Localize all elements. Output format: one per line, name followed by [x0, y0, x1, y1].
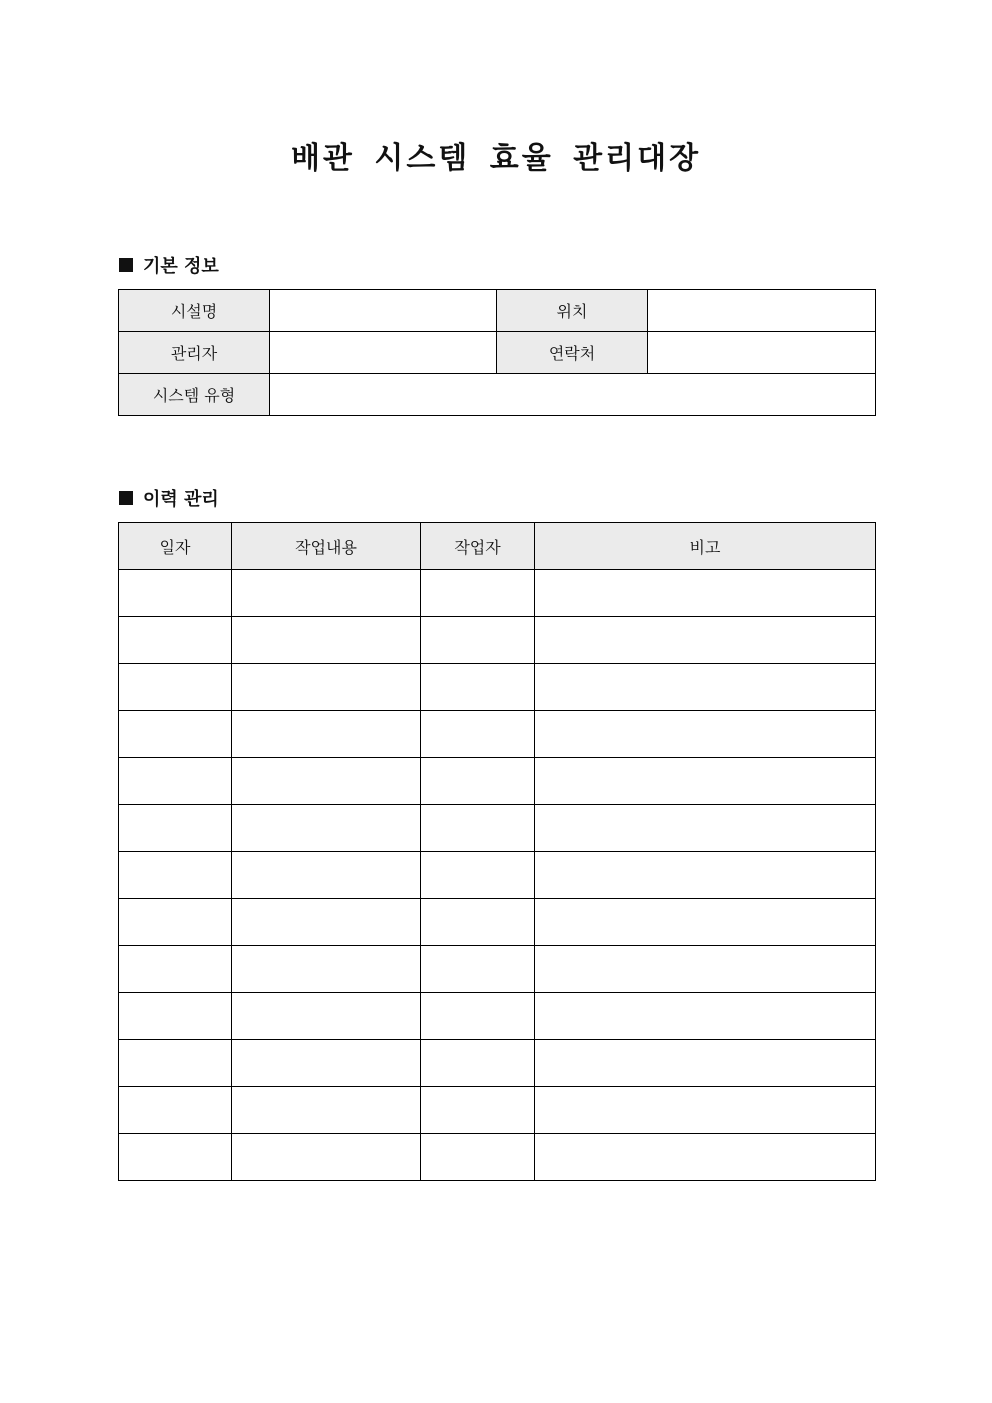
- cell-worker[interactable]: [421, 946, 535, 993]
- cell-date[interactable]: [119, 852, 232, 899]
- column-header-remarks: 비고: [535, 523, 876, 570]
- cell-date[interactable]: [119, 1134, 232, 1181]
- cell-date[interactable]: [119, 993, 232, 1040]
- table-row: [119, 852, 876, 899]
- basic-info-row: [119, 332, 876, 374]
- cell-worker[interactable]: [421, 664, 535, 711]
- cell-date[interactable]: [119, 758, 232, 805]
- history-header-row: [119, 523, 876, 570]
- cell-remarks[interactable]: [535, 805, 876, 852]
- cell-remarks[interactable]: [535, 664, 876, 711]
- cell-date[interactable]: [119, 1040, 232, 1087]
- cell-work[interactable]: [232, 758, 421, 805]
- table-row: [119, 1087, 876, 1134]
- history-heading-label: 이력 관리: [143, 489, 219, 510]
- cell-worker[interactable]: [421, 899, 535, 946]
- cell-date[interactable]: [119, 899, 232, 946]
- system-type-field[interactable]: [270, 374, 876, 416]
- basic-info-heading-label: 기본 정보: [143, 256, 219, 277]
- column-header-date: 일자: [119, 523, 232, 570]
- table-row: [119, 570, 876, 617]
- manager-field[interactable]: [270, 332, 497, 374]
- cell-remarks[interactable]: [535, 899, 876, 946]
- cell-date[interactable]: [119, 805, 232, 852]
- cell-worker[interactable]: [421, 1040, 535, 1087]
- facility-name-field[interactable]: [270, 290, 497, 332]
- column-header-work: 작업내용: [232, 523, 421, 570]
- cell-date[interactable]: [119, 664, 232, 711]
- cell-remarks[interactable]: [535, 758, 876, 805]
- table-row: [119, 993, 876, 1040]
- cell-worker[interactable]: [421, 1087, 535, 1134]
- cell-work[interactable]: [232, 805, 421, 852]
- table-row: [119, 899, 876, 946]
- cell-worker[interactable]: [421, 617, 535, 664]
- cell-work[interactable]: [232, 1087, 421, 1134]
- cell-work[interactable]: [232, 1134, 421, 1181]
- contact-label: 연락처: [497, 332, 648, 374]
- cell-work[interactable]: [232, 664, 421, 711]
- location-label: 위치: [497, 290, 648, 332]
- cell-work[interactable]: [232, 617, 421, 664]
- table-row: [119, 1134, 876, 1181]
- history-heading: [119, 485, 219, 511]
- cell-work[interactable]: [232, 1040, 421, 1087]
- cell-work[interactable]: [232, 946, 421, 993]
- history-table: [118, 522, 876, 1181]
- cell-work[interactable]: [232, 899, 421, 946]
- column-header-worker: 작업자: [421, 523, 535, 570]
- cell-work[interactable]: [232, 852, 421, 899]
- table-row: [119, 1040, 876, 1087]
- cell-remarks[interactable]: [535, 946, 876, 993]
- manager-label: 관리자: [119, 332, 270, 374]
- contact-field[interactable]: [648, 332, 876, 374]
- cell-date[interactable]: [119, 617, 232, 664]
- black-square-icon: [119, 258, 133, 272]
- cell-worker[interactable]: [421, 852, 535, 899]
- basic-info-row: [119, 290, 876, 332]
- cell-work[interactable]: [232, 570, 421, 617]
- basic-info-heading: [119, 252, 219, 278]
- cell-date[interactable]: [119, 946, 232, 993]
- cell-work[interactable]: [232, 993, 421, 1040]
- table-row: [119, 711, 876, 758]
- page-title: 배관 시스템 효율 관리대장: [290, 141, 702, 176]
- cell-remarks[interactable]: [535, 1087, 876, 1134]
- facility-name-label: 시설명: [119, 290, 270, 332]
- cell-remarks[interactable]: [535, 993, 876, 1040]
- table-row: [119, 805, 876, 852]
- table-row: [119, 946, 876, 993]
- cell-remarks[interactable]: [535, 852, 876, 899]
- basic-info-row: [119, 374, 876, 416]
- cell-worker[interactable]: [421, 1134, 535, 1181]
- cell-worker[interactable]: [421, 570, 535, 617]
- cell-remarks[interactable]: [535, 711, 876, 758]
- cell-remarks[interactable]: [535, 570, 876, 617]
- table-row: [119, 664, 876, 711]
- cell-worker[interactable]: [421, 758, 535, 805]
- system-type-label: 시스템 유형: [119, 374, 270, 416]
- cell-worker[interactable]: [421, 993, 535, 1040]
- black-square-icon: [119, 491, 133, 505]
- location-field[interactable]: [648, 290, 876, 332]
- table-row: [119, 758, 876, 805]
- cell-work[interactable]: [232, 711, 421, 758]
- basic-info-table: [118, 289, 876, 416]
- cell-date[interactable]: [119, 711, 232, 758]
- cell-remarks[interactable]: [535, 1134, 876, 1181]
- cell-worker[interactable]: [421, 805, 535, 852]
- cell-remarks[interactable]: [535, 1040, 876, 1087]
- table-row: [119, 617, 876, 664]
- cell-remarks[interactable]: [535, 617, 876, 664]
- cell-worker[interactable]: [421, 711, 535, 758]
- cell-date[interactable]: [119, 570, 232, 617]
- cell-date[interactable]: [119, 1087, 232, 1134]
